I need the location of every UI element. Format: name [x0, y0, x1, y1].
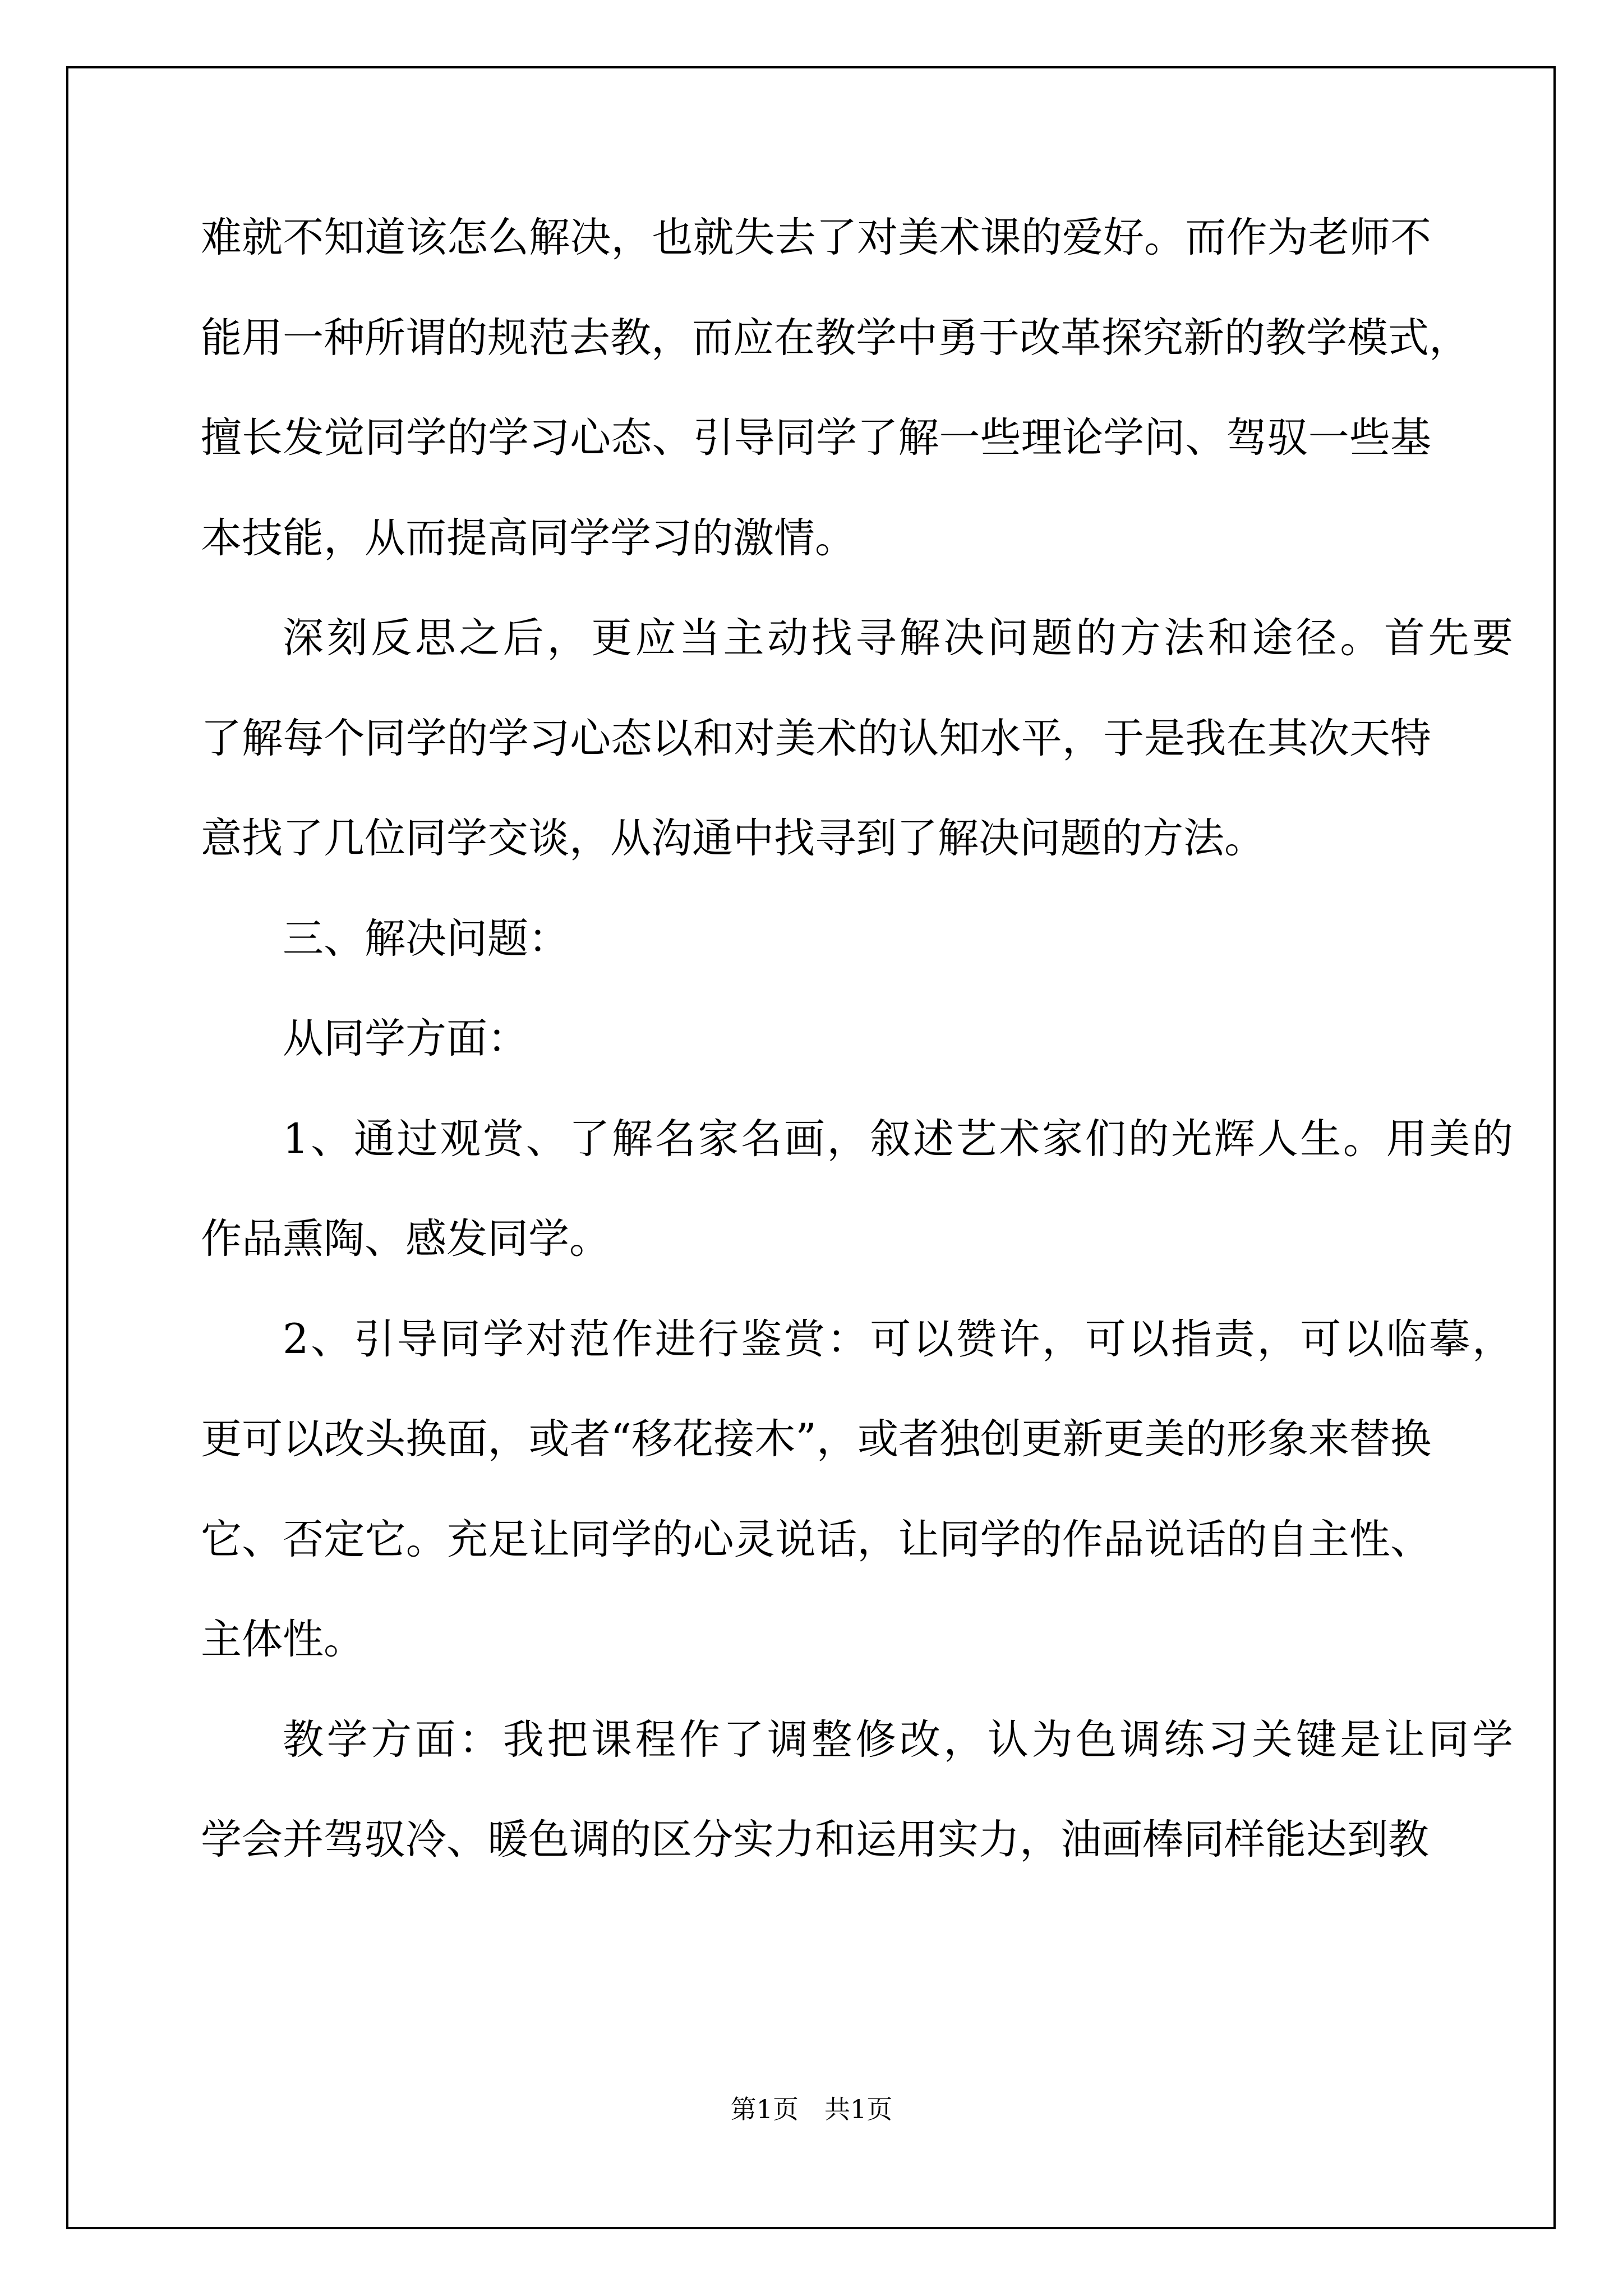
text-line: 更可以改头换面，或者“移花接木”，或者独创更新更美的形象来替换 — [201, 1415, 1431, 1463]
text-line: 教学方面：我把课程作了调整修改，认为色调练习关键是让同学 — [283, 1715, 1513, 1764]
text-line: 作品熏陶、感发同学。 — [201, 1215, 610, 1263]
text-line: 它、否定它。充足让同学的心灵说话，让同学的作品说话的自主性、 — [201, 1515, 1431, 1563]
text-line: 意找了几位同学交谈，从沟通中找寻到了解决问题的方法。 — [201, 815, 1265, 862]
text-line: 1、通过观赏、了解名家名画，叙述艺术家们的光辉人生。用美的 — [283, 1115, 1513, 1163]
text-line: 从同学方面： — [283, 1015, 528, 1062]
text-line: 难就不知道该怎么解决，也就失去了对美术课的爱好。而作为老师不 — [201, 214, 1431, 261]
text-line: 本技能，从而提高同学学习的激情。 — [201, 514, 856, 562]
text-line: 主体性。 — [201, 1616, 365, 1663]
text-line: 了解每个同学的学习心态以和对美术的认知水平，于是我在其次天特 — [201, 714, 1431, 762]
page-footer: 第1页 共1页 — [730, 2094, 893, 2124]
text-line: 三、解决问题： — [283, 914, 569, 963]
text-line: 深刻反思之后，更应当主动找寻解决问题的方法和途径。首先要 — [283, 614, 1513, 662]
text-line: 能用一种所谓的规范去教，而应在教学中勇于改革探究新的教学模式， — [201, 314, 1470, 362]
text-line: 2、引导同学对范作进行鉴赏：可以赞许，可以指责，可以临摹， — [283, 1315, 1513, 1363]
text-line: 学会并驾驭冷、暖色调的区分实力和运用实力，油画棒同样能达到教 — [201, 1816, 1429, 1864]
text-line: 擅长发觉同学的学习心态、引导同学了解一些理论学问、驾驭一些基 — [201, 414, 1431, 462]
